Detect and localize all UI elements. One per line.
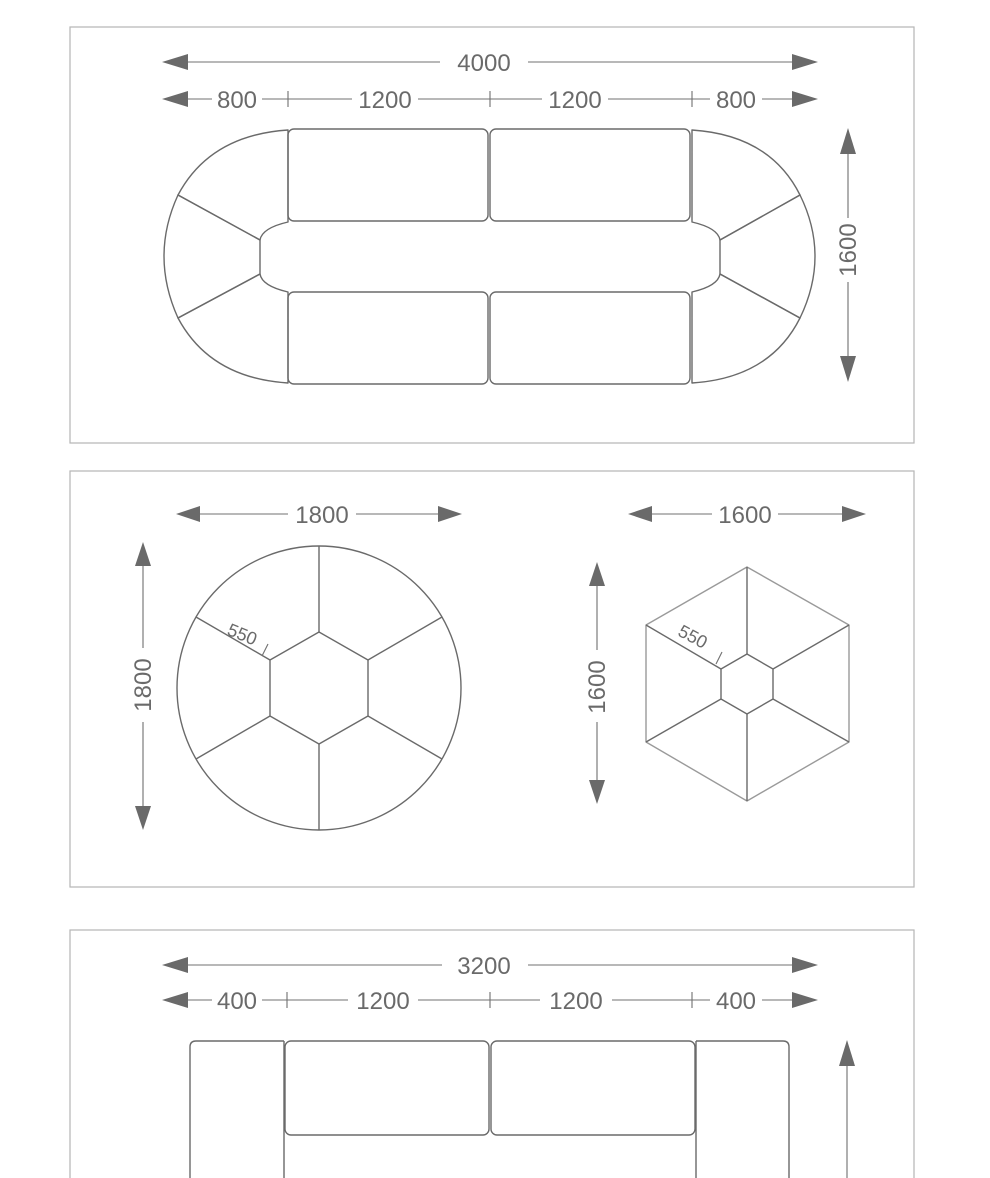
arrow-right-icon (792, 957, 818, 973)
circle-height-label: 1800 (130, 658, 157, 712)
sofa-inner-hexagon (721, 654, 773, 714)
oval-segment-label: 1200 (548, 87, 602, 114)
arrow-right-icon (792, 91, 818, 107)
arrow-left-icon (628, 506, 652, 522)
dimension-hex-width (628, 502, 866, 529)
straight-segment-label: 1200 (356, 988, 410, 1015)
arrow-down-icon (135, 806, 151, 830)
arrow-left-icon (176, 506, 200, 522)
arrow-up-icon (839, 1040, 855, 1066)
sofa-module-curved (178, 274, 288, 383)
dimension-oval-segments (162, 87, 818, 114)
sofa-arm-left (190, 1041, 284, 1178)
oval-segment-label: 1200 (358, 87, 412, 114)
straight-segment-label: 1200 (549, 988, 603, 1015)
dimension-circle-height (130, 542, 157, 830)
straight-segment-label: 400 (216, 988, 258, 1015)
arrow-left-icon (162, 957, 188, 973)
oval-depth-label: 1600 (835, 223, 862, 277)
round-sofa-drawing (177, 546, 461, 830)
arrow-right-icon (792, 54, 818, 70)
circle-width-label: 1800 (295, 502, 349, 529)
straight-sofa-drawing (190, 1041, 789, 1178)
dimension-circle-width (176, 502, 462, 529)
dimension-straight-segments (162, 988, 818, 1015)
arrow-right-icon (842, 506, 866, 522)
dimension-straight-depth (839, 1040, 855, 1178)
dimension-oval-overall (162, 50, 818, 77)
oval-segment-label: 800 (715, 87, 757, 114)
straight-overall-width-label: 3200 (457, 953, 511, 980)
sofa-module-curved (178, 130, 288, 240)
hex-sofa-drawing (646, 567, 849, 801)
sofa-module-straight (285, 1041, 489, 1135)
sofa-module-straight (491, 1041, 695, 1135)
panel-round-frame (70, 471, 914, 887)
arrow-right-icon (438, 506, 462, 522)
arrow-right-icon (792, 992, 818, 1008)
arrow-left-icon (162, 992, 188, 1008)
oval-overall-width-label: 4000 (457, 50, 511, 77)
sofa-arm-right (696, 1041, 789, 1178)
oval-segment-label: 800 (216, 87, 258, 114)
hex-width-label: 1600 (718, 502, 772, 529)
oval-sofa-drawing (164, 129, 815, 384)
arrow-down-icon (840, 356, 856, 382)
sofa-module-straight (490, 292, 690, 384)
hex-height-label: 1600 (584, 660, 611, 714)
circle-inner-label: 550 (224, 619, 260, 650)
sofa-module-straight (288, 129, 488, 221)
panel-oval-frame (70, 27, 914, 443)
dimension-straight-overall (162, 953, 818, 980)
arrow-left-icon (162, 91, 188, 107)
arrow-left-icon (162, 54, 188, 70)
arrow-up-icon (589, 562, 605, 586)
dimension-hex-height (584, 562, 611, 804)
sofa-inner-hexagon (270, 632, 368, 744)
sofa-module-curved (692, 130, 800, 240)
straight-segment-label: 400 (715, 988, 757, 1015)
arrow-up-icon (135, 542, 151, 566)
sofa-module-straight (490, 129, 690, 221)
hex-inner-label: 550 (674, 620, 711, 653)
arrow-down-icon (589, 780, 605, 804)
arrow-up-icon (840, 128, 856, 154)
dimension-oval-depth (835, 128, 862, 382)
sofa-module-straight (288, 292, 488, 384)
sofa-module-curved (692, 274, 800, 383)
